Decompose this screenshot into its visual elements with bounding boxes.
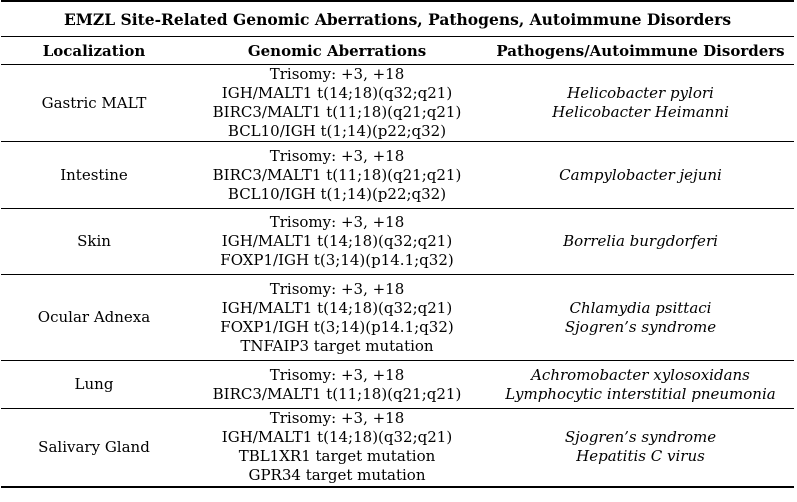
table-body xyxy=(1,65,794,487)
aberrations-cell xyxy=(187,275,487,361)
aberrations-cell xyxy=(187,361,487,409)
table-row xyxy=(1,209,794,275)
pathogens-cell xyxy=(487,409,794,487)
pathogen-line: Sjogren’s syndrome xyxy=(564,428,717,447)
table-row xyxy=(1,142,794,209)
aberration-line: IGH/MALT1 t(14;18)(q32;q21) xyxy=(221,428,453,447)
aberration-line: FOXP1/IGH t(3;14)(p14.1;q32) xyxy=(220,251,454,269)
pathogen-line: Achromobacter xylosoxidans xyxy=(531,365,750,384)
pathogens-cell xyxy=(487,275,794,361)
localization-cell: Skin xyxy=(1,209,187,275)
table-row xyxy=(1,65,794,142)
aberration-line: BIRC3/MALT1 t(11;18)(q21;q21) xyxy=(212,103,462,121)
pathogen-line: Lymphocytic interstitial pneumonia xyxy=(505,384,776,403)
localization-cell: Intestine xyxy=(1,142,187,209)
aberration-line: TNFAIP3 target mutation xyxy=(240,336,434,355)
aberrations-cell xyxy=(187,209,487,275)
table-title-row xyxy=(1,1,794,37)
pathogen-line: Helicobacter pylori xyxy=(567,84,714,102)
aberration-line: BCL10/IGH t(1;14)(p22;q32) xyxy=(227,122,447,140)
localization-cell: Ocular Adnexa xyxy=(1,275,187,361)
table-title: EMZL Site-Related Genomic Aberrations, Pathogens, Autoimmune Disorders xyxy=(1,1,794,37)
aberration-line: BIRC3/MALT1 t(11;18)(q21;q21) xyxy=(212,384,462,403)
emzl-table xyxy=(1,0,794,488)
aberration-line: Trisomy: +3, +18 xyxy=(269,213,405,231)
aberration-line: Trisomy: +3, +18 xyxy=(269,65,405,83)
aberrations-cell xyxy=(187,65,487,142)
pathogen-line: Campylobacter jejuni xyxy=(559,165,722,184)
aberration-line: FOXP1/IGH t(3;14)(p14.1;q32) xyxy=(220,317,454,336)
header-genomic-aberrations: Genomic Aberrations xyxy=(187,37,487,65)
localization-cell: Gastric MALT xyxy=(1,65,187,142)
aberration-line: IGH/MALT1 t(14;18)(q32;q21) xyxy=(221,232,453,250)
pathogen-line: Hepatitis C virus xyxy=(576,447,705,466)
table-row xyxy=(1,275,794,361)
pathogens-cell xyxy=(487,65,794,142)
header-localization: Localization xyxy=(1,37,187,65)
pathogen-line: Helicobacter Heimanni xyxy=(552,103,729,121)
localization-cell: Salivary Gland xyxy=(1,409,187,487)
aberration-line: IGH/MALT1 t(14;18)(q32;q21) xyxy=(221,298,453,317)
aberration-line: GPR34 target mutation xyxy=(248,466,426,485)
aberration-line: Trisomy: +3, +18 xyxy=(269,279,405,298)
table-row xyxy=(1,361,794,409)
aberration-line: BCL10/IGH t(1;14)(p22;q32) xyxy=(227,184,447,203)
aberrations-cell xyxy=(187,142,487,209)
pathogens-cell xyxy=(487,361,794,409)
table-header-row xyxy=(1,37,794,65)
pathogens-cell xyxy=(487,142,794,209)
pathogen-line: Borrelia burgdorferi xyxy=(563,232,718,250)
aberration-line: Trisomy: +3, +18 xyxy=(269,409,405,428)
aberration-line: BIRC3/MALT1 t(11;18)(q21;q21) xyxy=(212,165,462,184)
aberration-line: Trisomy: +3, +18 xyxy=(269,365,405,384)
pathogen-line: Chlamydia psittaci xyxy=(569,298,712,317)
pathogens-cell xyxy=(487,209,794,275)
pathogen-line: Sjogren’s syndrome xyxy=(564,317,717,336)
aberration-line: IGH/MALT1 t(14;18)(q32;q21) xyxy=(221,84,453,102)
aberration-line: TBL1XR1 target mutation xyxy=(238,447,436,466)
localization-cell: Lung xyxy=(1,361,187,409)
table-row xyxy=(1,409,794,487)
aberration-line: Trisomy: +3, +18 xyxy=(269,146,405,165)
aberrations-cell xyxy=(187,409,487,487)
header-pathogens: Pathogens/Autoimmune Disorders xyxy=(487,37,794,65)
